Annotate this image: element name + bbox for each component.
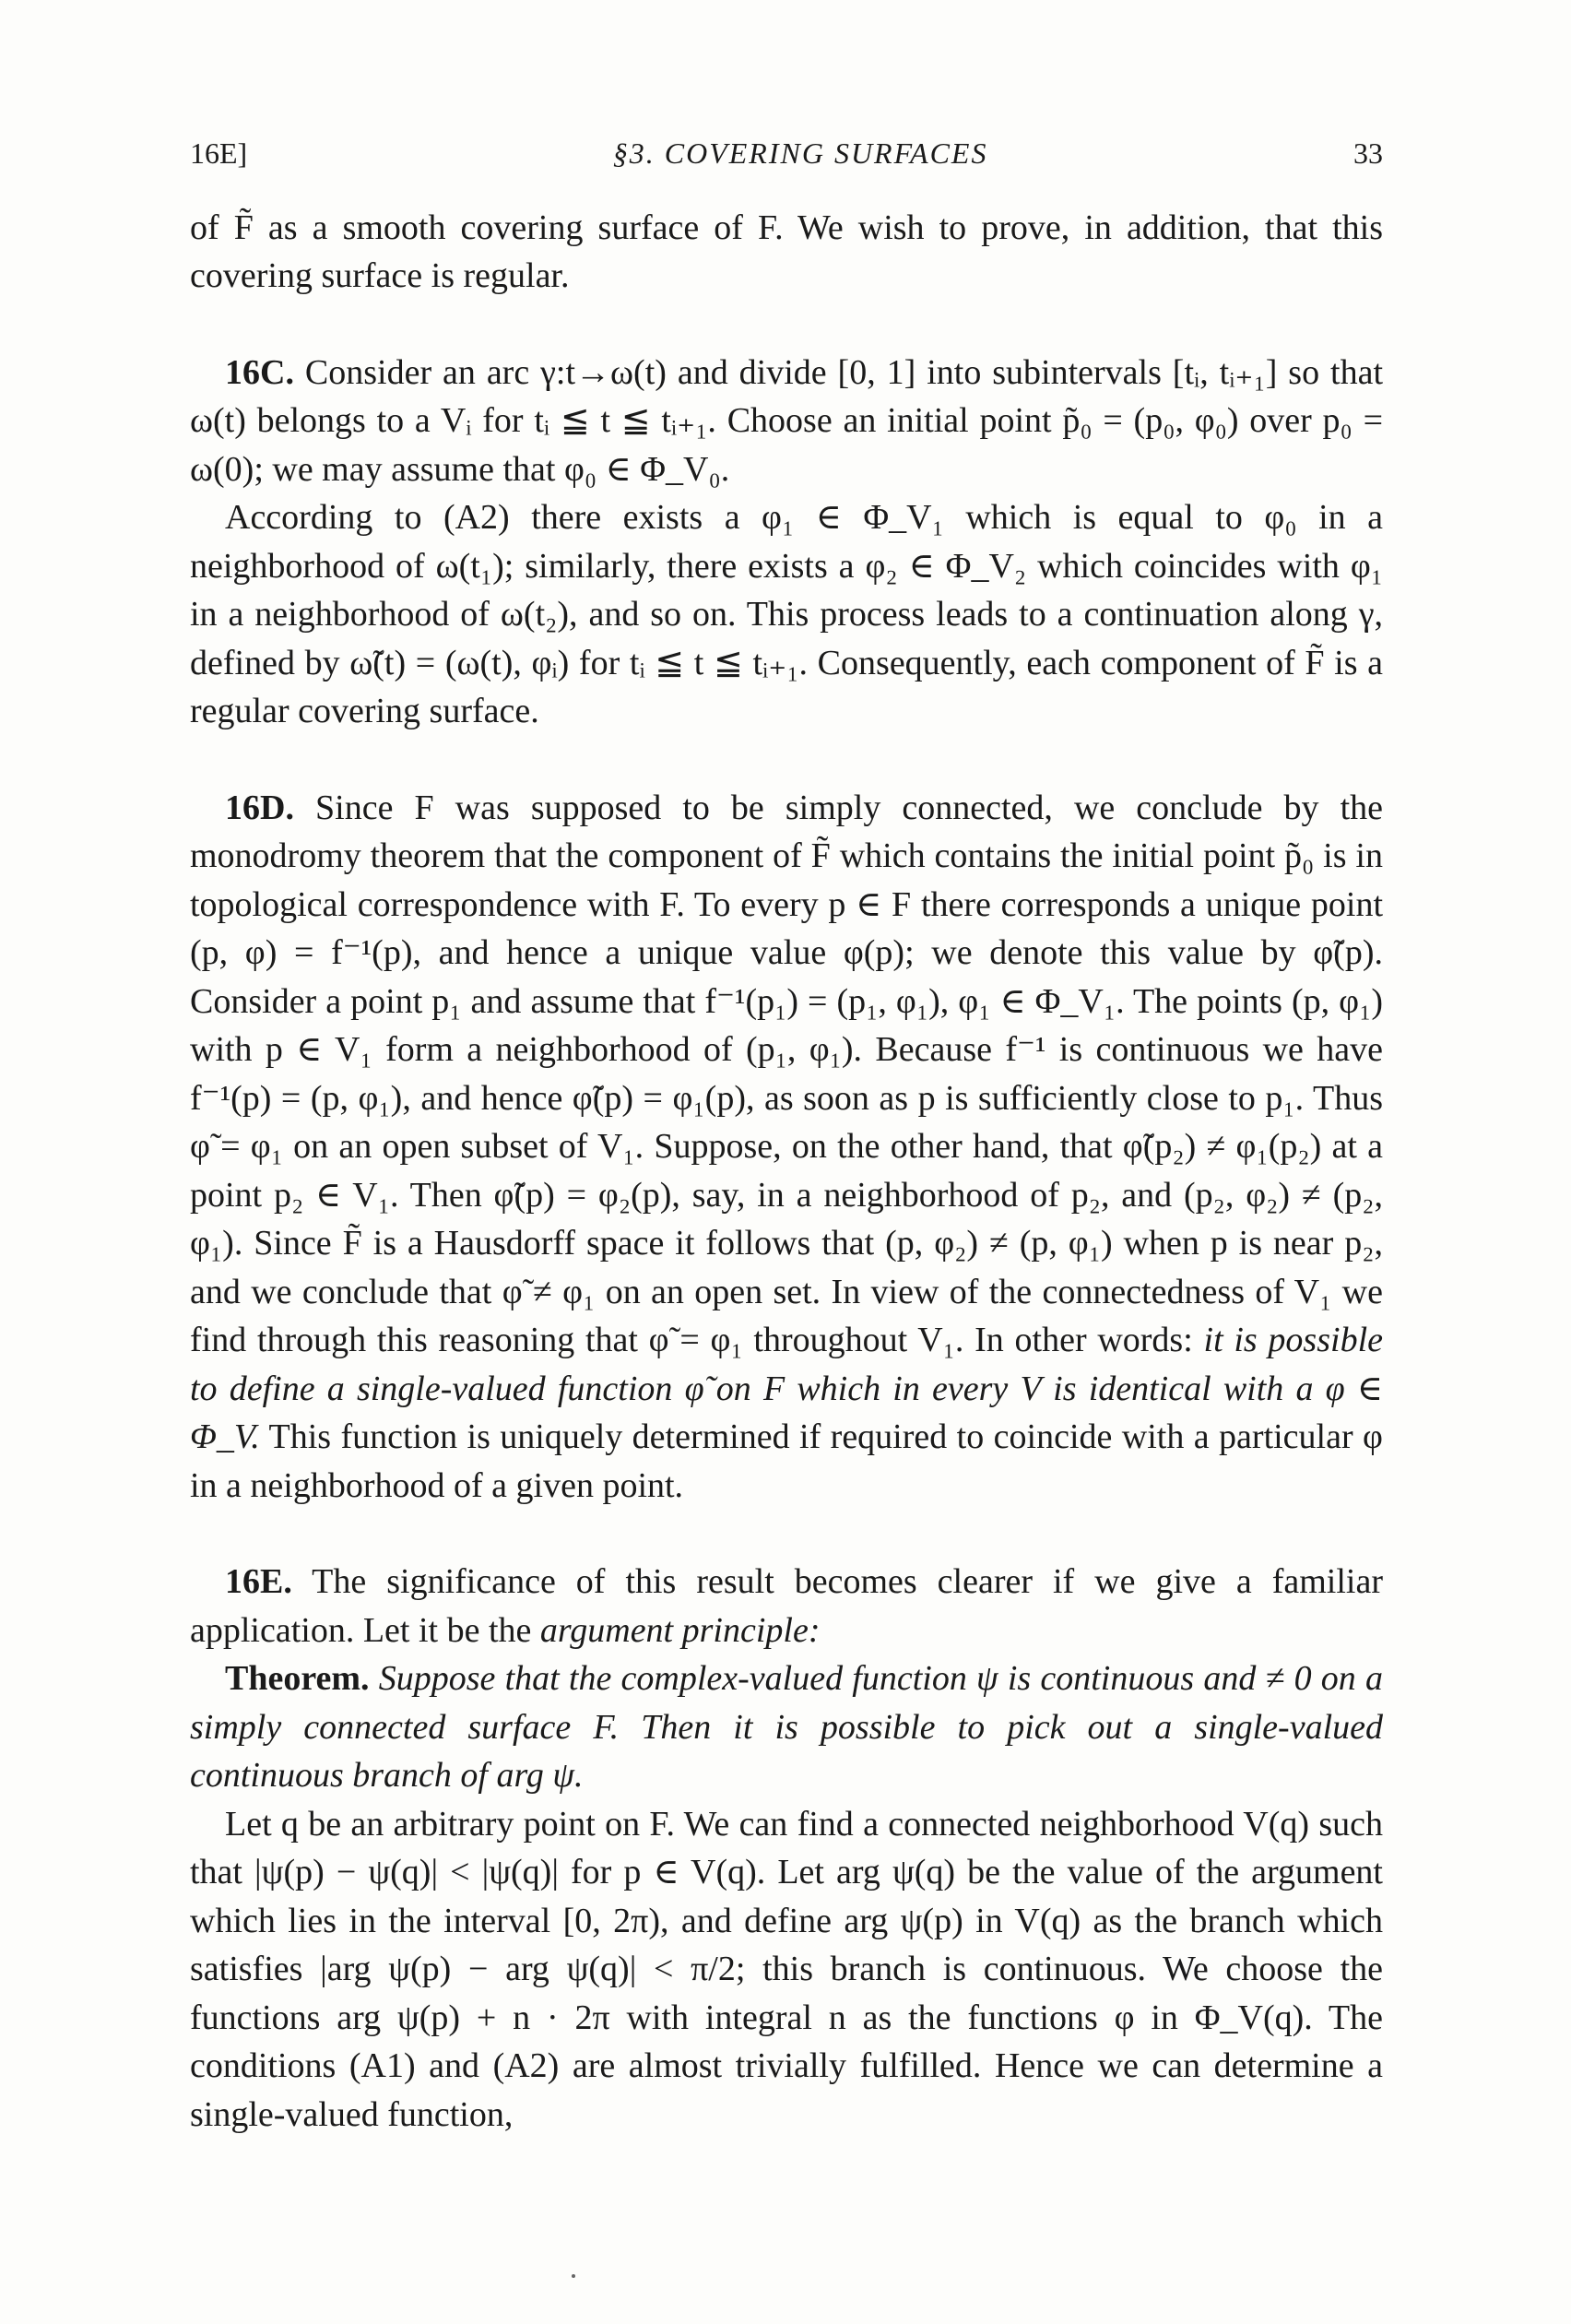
paragraph-16c-text: Consider an arc γ:t→ω(t) and divide [0, 1] into subintervals [tᵢ, tᵢ₊₁] so that ω(t) belongs to a Vᵢ for tᵢ ≦ t ≦ tᵢ₊₁. Choose an initial point p̃₀ = (p₀, φ₀) over p₀ = ω(0); we may assume that φ₀ ∈ Φ_V₀. bbox=[190, 352, 1384, 489]
paragraph-16c bbox=[190, 349, 1383, 494]
section-label-16e: 16E. bbox=[225, 1562, 292, 1601]
section-ref: 16E] bbox=[190, 136, 248, 170]
paragraph-16e-text: The significance of this result becomes clearer if we give a familiar application. Let it be the bbox=[190, 1562, 1383, 1650]
running-title: §3. COVERING SURFACES bbox=[612, 136, 988, 170]
theorem bbox=[190, 1654, 1383, 1800]
paragraph-proof: Let q be an arbitrary point on F. We can find a connected neighborhood V(q) such that |ψ(p) − ψ(q)| < |ψ(q)| for p ∈ V(q). Let arg ψ(q) be the value of the argument which lies in the interval [0, 2π), and define arg ψ(p) in V(q) as the branch which satisfies |arg ψ(p) − arg ψ(q)| < π/2; this branch is continuous. We choose the functions arg ψ(p) + n · 2π with integral n as the functions φ in Φ_V(q). The conditions (A1) and (A2) are almost trivially fulfilled. Hence we can determine a single-valued function, bbox=[190, 1804, 1383, 2134]
paragraph-intro: of F̃ as a smooth covering surface of F. We wish to prove, in addition, that this covering surface is regular. bbox=[190, 208, 1383, 295]
section-label-16d: 16D. bbox=[225, 788, 294, 827]
theorem-label: Theorem. bbox=[225, 1659, 370, 1698]
running-header bbox=[190, 129, 1383, 178]
page bbox=[190, 129, 1383, 2139]
stray-dot bbox=[572, 2274, 575, 2278]
section-label-16c: 16C. bbox=[225, 352, 294, 392]
page-number: 33 bbox=[1352, 136, 1383, 170]
paragraph-16c-continued: According to (A2) there exists a φ₁ ∈ Φ_V₁ which is equal to φ₀ in a neighborhood of ω(t₁); similarly, there exists a φ₂ ∈ Φ_V₂ which coincides with φ₁ in a neighborhood of ω(t₂), and so on. This process leads to a continuation along γ, defined by ω̃(t) = (ω(t), φᵢ) for tᵢ ≦ t ≦ tᵢ₊₁. Consequently, each component of F̃ is a regular covering surface. bbox=[190, 498, 1383, 730]
paragraph-16d bbox=[190, 784, 1383, 1511]
argument-principle-term: argument principle: bbox=[539, 1610, 821, 1650]
paragraph-16d-text: Since F was supposed to be simply connected, we conclude by the monodromy theorem that the component of F̃ which contains the initial point p̃₀ is in topological correspondence with F. To every p ∈ F there corresponds a unique point (p, φ) = f⁻¹(p), and hence a unique value φ(p); we denote this value by φ̃(p). Consider a point p₁ and assume that f⁻¹(p₁) = (p₁, φ₁), φ₁ ∈ Φ_V₁. The points (p, φ₁) with p ∈ V₁ form a neighborhood of (p₁, φ₁). Because f⁻¹ is continuous we have f⁻¹(p) = (p, φ₁), and hence φ̃(p) = φ₁(p), as soon as p is sufficiently close to p₁. Thus φ̃ = φ₁ on an open subset of V₁. Suppose, on the other hand, that φ̃(p₂) ≠ φ₁(p₂) at a point p₂ ∈ V₁. Then φ̃(p) = φ₂(p), say, in a neighborhood of p₂, and (p₂, φ₂) ≠ (p₂, φ₁). Since F̃ is a Hausdorff space it follows that (p, φ₂) ≠ (p, φ₁) when p is near p₂, and we conclude that φ̃ ≠ φ₁ on an open set. In view of the connectedness of V₁ we find through this reasoning that φ̃ = φ₁ throughout V₁. In other words: bbox=[190, 788, 1383, 1359]
paragraph-16d-end: This function is uniquely determined if required to coincide with a particular φ in a neighborhood of a given point. bbox=[190, 1417, 1383, 1505]
paragraph-16e bbox=[190, 1558, 1383, 1654]
theorem-text: Suppose that the complex-valued function ψ is continuous and ≠ 0 on a simply connected surface F. Then it is possible to pick out a single-valued continuous branch of arg ψ. bbox=[190, 1659, 1383, 1795]
paragraph-16d-italic: it is possible to define a single-valued function φ̃ on F which in every V is identical with a φ ∈ Φ_V. bbox=[190, 1321, 1383, 1456]
